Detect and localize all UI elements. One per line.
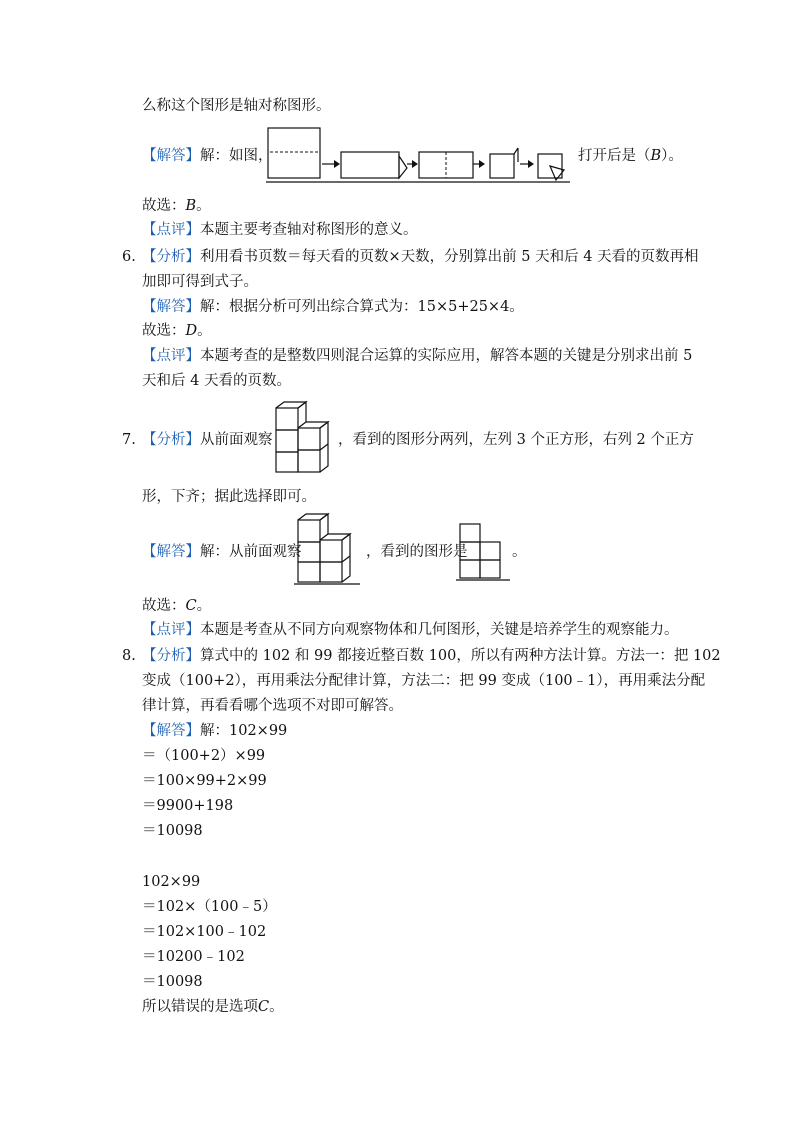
text-line: 形，下齐；据此选择即可。 <box>142 489 316 505</box>
question-number: 6. <box>122 249 136 265</box>
comment-line: 【点评】本题考查的是整数四则混合运算的实际应用，解答本题的关键是分别求出前 5 <box>142 348 693 364</box>
comment-line: 【点评】本题主要考查轴对称图形的意义。 <box>142 222 418 238</box>
answer-line-end: 。 <box>512 544 527 560</box>
text-line: 律计算，再看看哪个选项不对即可解答。 <box>142 698 403 714</box>
text-line: 加即可得到式子。 <box>142 274 258 290</box>
analysis-line: 【分析】利用看书页数＝每天看的页数×天数，分别算出前 5 天和后 4 天看的页数再相 <box>142 249 699 265</box>
answer-tag: 【解答】 <box>142 148 200 164</box>
answer-line-mid: ，看到的图形是 <box>366 544 468 560</box>
answer-line-end: 打开后是（B）。 <box>578 148 683 164</box>
analysis-line: 【分析】从前面观察 <box>142 432 273 448</box>
text-line: 天和后 4 天看的页数。 <box>142 373 291 389</box>
text-line: 么称这个图形是轴对称图形。 <box>142 98 331 114</box>
math-line: ＝102×100﹣102 <box>142 924 267 940</box>
choice-line: 故选：B。 <box>142 198 211 214</box>
answer-line: 【解答】解：从前面观察 <box>142 544 302 560</box>
answer-line: 【解答】解：如图， <box>142 148 273 164</box>
math-line: ＝10098 <box>142 974 203 990</box>
answer-tag: 【解答】 <box>142 723 200 739</box>
choice-line: 故选：D。 <box>142 323 212 339</box>
cube-stack-figure <box>272 400 336 474</box>
front-view-figure <box>456 522 512 584</box>
math-line: 102×99 <box>142 874 201 890</box>
comment-line: 【点评】本题是考查从不同方向观察物体和几何图形，关键是培养学生的观察能力。 <box>142 622 679 638</box>
fold-diagram <box>266 126 576 188</box>
analysis-line-end: ，看到的图形分两列，左列 3 个正方形，右列 2 个正方 <box>338 432 694 448</box>
math-line: ＝10098 <box>142 823 203 839</box>
math-line: ＝102×（100﹣5） <box>142 899 277 915</box>
comment-tag: 【点评】 <box>142 348 200 364</box>
answer-tag: 【解答】 <box>142 544 200 560</box>
analysis-line: 【分析】算式中的 102 和 99 都接近整百数 100，所以有两种方法计算。方法一：把 102 <box>142 648 721 664</box>
analysis-tag: 【分析】 <box>142 249 200 265</box>
text-line: 变成（100+2），再用乘法分配律计算，方法二：把 99 变成（100﹣1），再用乘法分配 <box>142 673 706 689</box>
question-number: 7. <box>122 432 136 448</box>
math-line: ＝10200﹣102 <box>142 949 245 965</box>
math-line: ＝（100+2）×99 <box>142 748 266 764</box>
analysis-tag: 【分析】 <box>142 648 200 664</box>
cube-stack-figure-answer <box>294 512 364 588</box>
math-line: ＝100×99+2×99 <box>142 773 267 789</box>
answer-tag: 【解答】 <box>142 299 200 315</box>
question-number: 8. <box>122 648 136 664</box>
choice-line: 故选：C。 <box>142 598 212 614</box>
conclusion-line: 所以错误的是选项C。 <box>142 999 284 1015</box>
comment-tag: 【点评】 <box>142 622 200 638</box>
answer-line: 【解答】解：102×99 <box>142 723 288 739</box>
comment-tag: 【点评】 <box>142 222 200 238</box>
analysis-tag: 【分析】 <box>142 432 200 448</box>
answer-line: 【解答】解：根据分析可列出综合算式为：15×5+25×4。 <box>142 299 524 315</box>
math-line: ＝9900+198 <box>142 798 234 814</box>
